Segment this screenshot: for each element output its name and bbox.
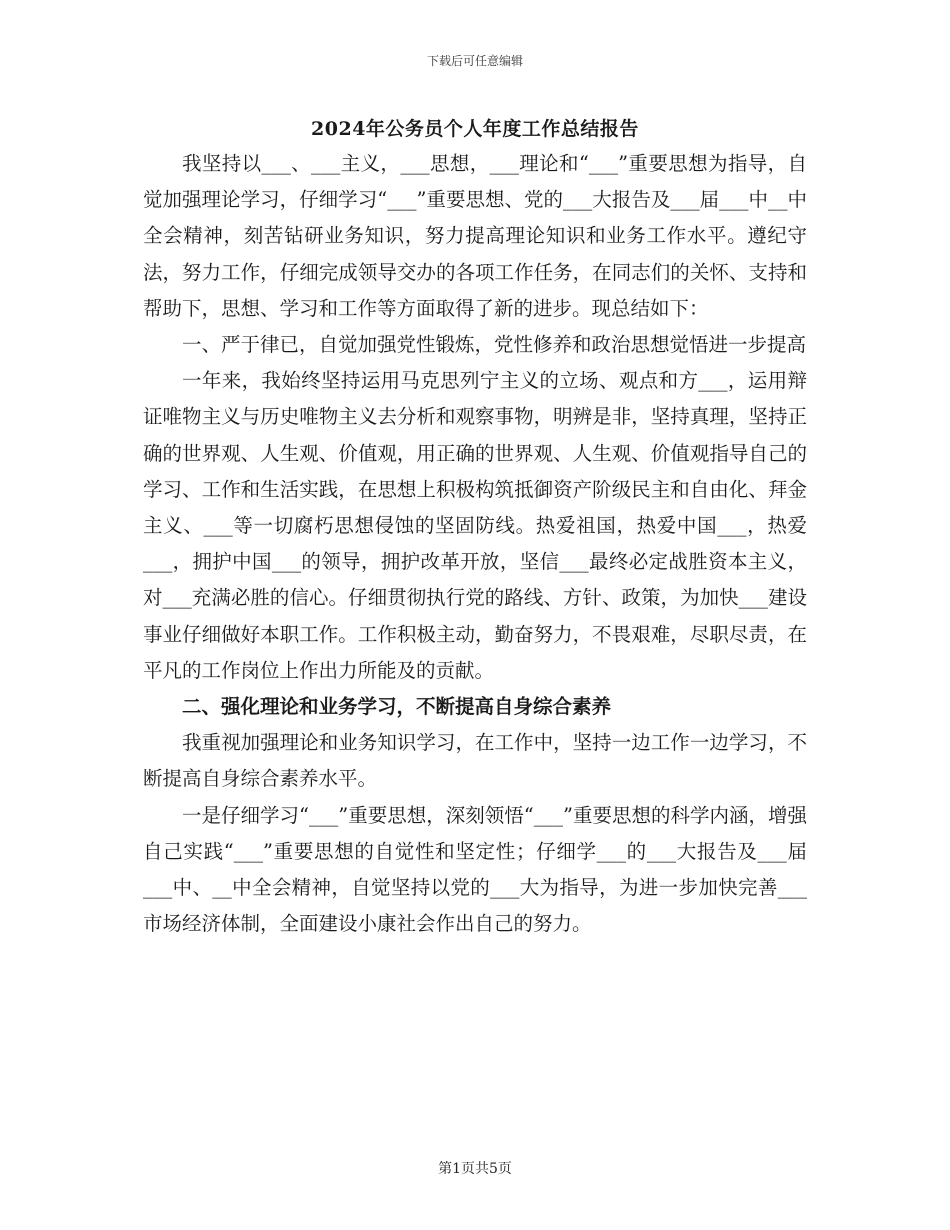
document-body <box>143 146 807 942</box>
section-one-heading: 一、严于律已，自觉加强党性锻炼，党性修养和政治思想觉悟进一步提高 <box>182 333 807 357</box>
section-two-heading: 二、强化理论和业务学习，不断提高自身综合素养 <box>182 695 612 719</box>
page-number: 第1页共5页 <box>438 1161 512 1177</box>
page-header-note: 下载后可任意编辑 <box>426 54 523 68</box>
document-title: 2024年公务员个人年度工作总结报告 <box>311 118 639 140</box>
intro-paragraph: 我坚持以___、___主义，___思想，___理论和“___”重要思想为指导，自觉加强理论学习，仔细学习“___”重要思想、党的___大报告及___届___中__中全会精神，刻苦钻研业务知识，努力提高理论知识和业务工作水平。遵纪守法，努力工作，仔细完成领导交办的各项工作任务，在同志们的关怀、支持和帮助下，思想、学习和工作等方面取得了新的进步。现总结如下： <box>143 152 807 320</box>
section-one-paragraph: 一年来，我始终坚持运用马克思列宁主义的立场、观点和方___，运用辩证唯物主义与历史唯物主义去分析和观察事物，明辨是非，坚持真理，坚持正确的世界观、人生观、价值观，用正确的世界观、人生观、价值观指导自己的学习、工作和生活实践，在思想上积极构筑抵御资产阶级民主和自由化、拜金主义、___等一切腐朽思想侵蚀的坚固防线。热爱祖国，热爱中国___，热爱___，拥护中国___的领导，拥护改革开放，坚信___最终必定战胜资本主义，对___充满必胜的信心。仔细贯彻执行党的路线、方针、政策，为加快___建设事业仔细做好本职工作。工作积极主动，勤奋努力，不畏艰难，尽职尽责，在平凡的工作岗位上作出力所能及的贡献。 <box>143 369 807 682</box>
section-two-point-one-paragraph: 一是仔细学习“___”重要思想，深刻领悟“___”重要思想的科学内涵，增强自己实践“___”重要思想的自觉性和坚定性；仔细学___的___大报告及___届___中、__中全会精神，自觉坚持以党的___大为指导，为进一步加快完善___市场经济体制，全面建设小康社会作出自己的努力。 <box>143 803 807 936</box>
section-two-intro-paragraph: 我重视加强理论和业务知识学习，在工作中，坚持一边工作一边学习，不断提高自身综合素养水平。 <box>143 731 807 791</box>
